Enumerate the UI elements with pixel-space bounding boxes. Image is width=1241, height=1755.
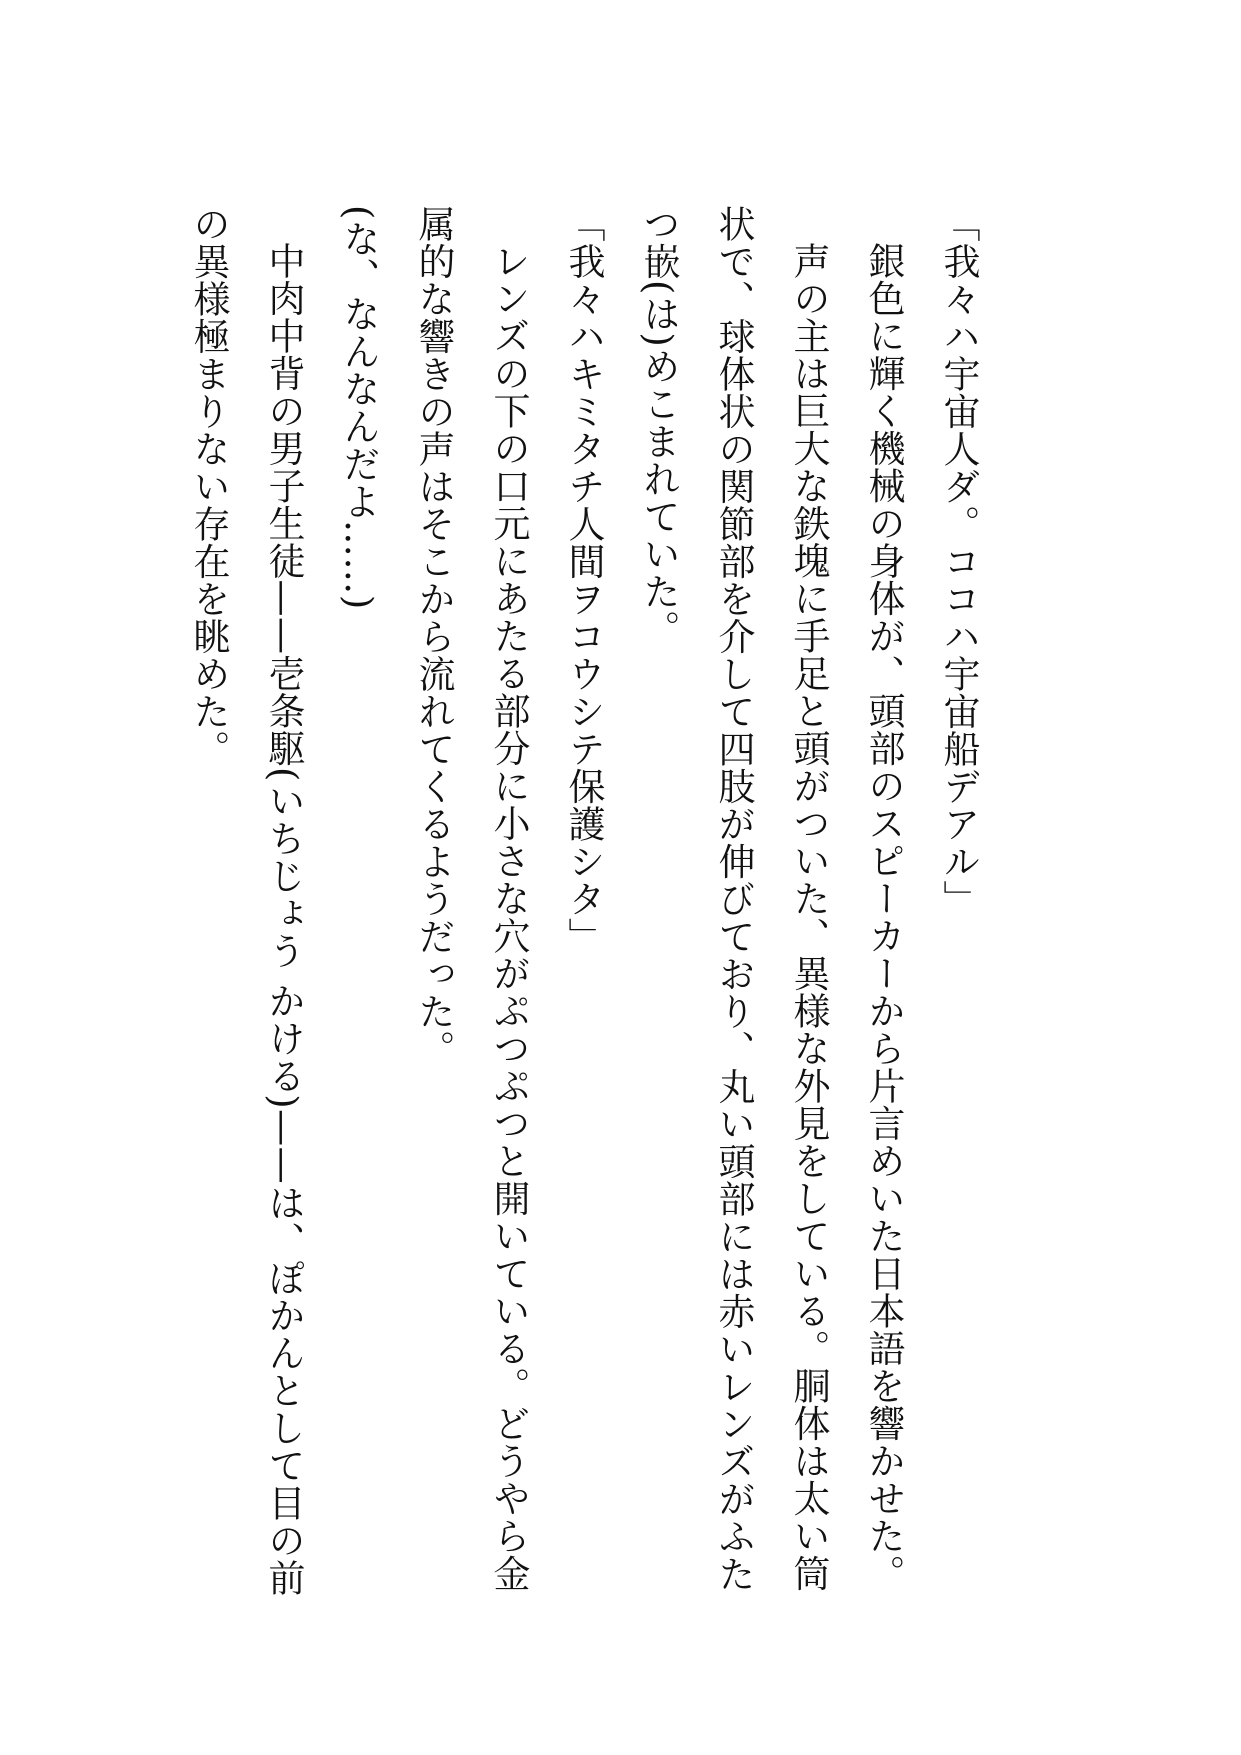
vertical-text-body [171,205,996,1605]
dialogue-line: 「我々ハ宇宙人ダ。ココハ宇宙船デアル」 [937,205,980,918]
narration-paragraph: 声の主は巨大な鉄塊に手足と頭がついた、異様な外見をしている。胴体は太い筒状で、球体状の関節部を介して四肢が伸びており、丸い頭部には赤いレンズがふたつ嵌(は)めこまれていた。 [637,205,830,1593]
narration-paragraph: レンズの下の口元にあたる部分に小さな穴がぷつぷつと開いている。どうやら金属的な響きの声はそこから流れてくるようだった。 [412,205,530,1592]
dialogue-line: 「我々ハキミタチ人間ヲコウシテ保護シタ」 [562,205,605,955]
narration-paragraph: 銀色に輝く機械の身体が、頭部のスピーカーから片言めいた日本語を響かせた。 [862,242,905,1592]
narration-paragraph: 中肉中背の男子生徒——壱条駆(いちじょう かける)——は、ぽかんとして目の前の異様極まりない存在を眺めた。 [187,205,305,1597]
inner-thought-line: (な、なんなんだよ……) [337,205,380,610]
